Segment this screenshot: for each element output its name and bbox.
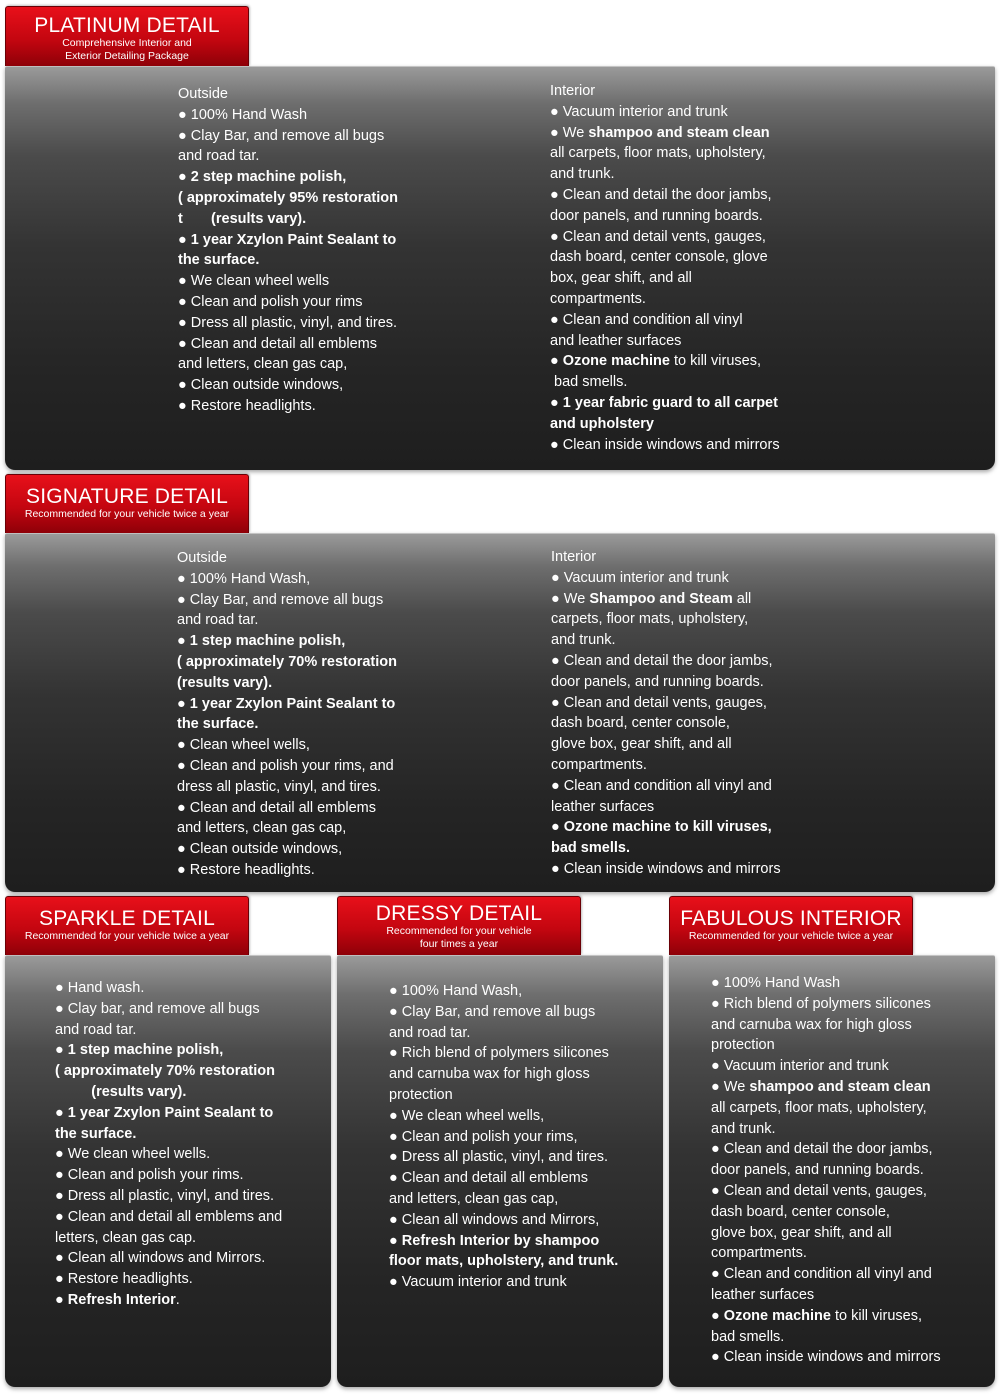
service-line xyxy=(711,1119,941,1140)
service-line xyxy=(389,1127,618,1148)
service-text: Shampoo and Steam xyxy=(589,590,733,607)
service-line xyxy=(550,102,780,123)
package-title: DRESSY DETAIL xyxy=(375,902,543,925)
service-text: ● Clean and condition all vinyl and xyxy=(551,777,772,794)
service-text: leather surfaces xyxy=(551,798,655,815)
column-interior xyxy=(550,81,780,455)
service-text: ● 100% Hand Wash, xyxy=(389,983,523,999)
service-text: and road tar. xyxy=(177,612,259,629)
service-line xyxy=(550,435,780,456)
column-services xyxy=(389,981,618,1293)
tab-sparkle-detail xyxy=(5,896,249,955)
service-text: ● Clay Bar, and remove all bugs xyxy=(177,591,384,608)
service-line xyxy=(550,123,780,144)
service-line xyxy=(551,693,781,714)
service-text: and road tar. xyxy=(178,148,260,165)
service-text: and letters, clean gas cap, xyxy=(389,1190,559,1207)
service-text: and road tar. xyxy=(389,1024,471,1041)
service-line xyxy=(550,185,780,206)
column-interior xyxy=(551,547,781,880)
service-text: t (results vary). xyxy=(178,210,307,227)
column-services xyxy=(55,978,282,1311)
service-text: ● Refresh Interior by shampoo xyxy=(389,1232,600,1249)
column-outside xyxy=(177,548,397,881)
tab-fabulous-interior xyxy=(669,896,913,955)
tab-platinum-detail xyxy=(5,6,249,66)
service-line xyxy=(711,973,941,994)
service-line xyxy=(55,1144,282,1165)
service-text: floor mats, upholstery, and trunk. xyxy=(389,1253,619,1270)
service-text: ● Rich blend of polymers silicones xyxy=(389,1045,609,1062)
service-line xyxy=(389,981,618,1002)
service-text: ● 2 step machine polish, xyxy=(178,169,347,186)
package-title: SPARKLE DETAIL xyxy=(39,907,215,930)
service-line xyxy=(711,1139,941,1160)
service-text: ● Clean wheel wells, xyxy=(177,737,310,754)
service-text: door panels, and running boards. xyxy=(551,673,764,690)
service-text: and trunk. xyxy=(551,632,616,649)
service-text: ● Dress all plastic, vinyl, and tires. xyxy=(178,314,398,331)
service-text: ● Dress all plastic, vinyl, and tires. xyxy=(55,1187,275,1204)
service-text: ● Clean outside windows, xyxy=(178,377,344,394)
service-line xyxy=(711,1327,941,1348)
service-line xyxy=(55,1186,282,1207)
column-heading: Interior xyxy=(550,83,596,99)
service-text: dress all plastic, vinyl, and tires. xyxy=(177,778,381,795)
service-text: ● Clean and detail all emblems and xyxy=(55,1208,283,1225)
service-line xyxy=(711,1015,941,1036)
service-line xyxy=(389,1043,618,1064)
service-text: ● Clay bar, and remove all bugs xyxy=(55,1000,260,1017)
package-subtitle: Recommended for your vehicle twice a year xyxy=(24,930,230,942)
service-line xyxy=(550,289,780,310)
service-line xyxy=(55,1020,282,1041)
service-line xyxy=(178,146,398,167)
service-text: ● Vacuum interior and trunk xyxy=(550,103,728,120)
service-line xyxy=(178,126,398,147)
service-line xyxy=(551,713,781,734)
service-line xyxy=(711,1223,941,1244)
service-line xyxy=(55,1165,282,1186)
service-text: shampoo and steam clean xyxy=(749,1078,931,1095)
service-text: glove box, gear shift, and all xyxy=(551,736,732,753)
service-line xyxy=(389,1231,618,1252)
service-text: ● 100% Hand Wash xyxy=(711,975,841,991)
service-line xyxy=(550,393,780,414)
service-line xyxy=(389,1251,618,1272)
service-line xyxy=(177,735,397,756)
service-text: ● 100% Hand Wash, xyxy=(177,570,311,587)
service-text: the surface. xyxy=(178,252,260,269)
service-line xyxy=(551,651,781,672)
service-text: and trunk. xyxy=(711,1120,776,1137)
service-line xyxy=(177,694,397,715)
service-text: ● Clean and condition all vinyl and xyxy=(711,1266,932,1283)
service-text: ● 100% Hand Wash xyxy=(178,106,308,123)
panel-fabulous-interior xyxy=(669,955,995,1387)
service-line xyxy=(711,1098,941,1119)
service-text: compartments. xyxy=(551,756,647,773)
service-line xyxy=(550,372,780,393)
service-text: ● Vacuum interior and trunk xyxy=(711,1058,889,1075)
service-text: ● Vacuum interior and trunk xyxy=(551,569,729,586)
service-line xyxy=(711,994,941,1015)
service-text: protection xyxy=(711,1037,775,1054)
service-text: ● Clean inside windows and mirrors xyxy=(711,1349,941,1366)
service-line xyxy=(389,1023,618,1044)
service-text: ● Clean and polish your rims xyxy=(178,293,363,310)
service-text: ● Clean and polish your rims, xyxy=(389,1128,578,1145)
service-text: ● Clean and condition all vinyl xyxy=(550,311,743,328)
service-text: to kill viruses, xyxy=(830,1307,923,1324)
service-text: and leather surfaces xyxy=(550,332,682,349)
service-line xyxy=(711,1243,941,1264)
service-line xyxy=(551,734,781,755)
service-text: ● Restore headlights. xyxy=(55,1271,193,1288)
service-line xyxy=(389,1106,618,1127)
service-line xyxy=(55,1290,282,1311)
service-line xyxy=(550,351,780,372)
service-line xyxy=(389,1085,618,1106)
service-text: ● Clean inside windows and mirrors xyxy=(550,436,780,453)
service-text: ● Clean and detail all emblems xyxy=(178,335,377,352)
service-line xyxy=(178,313,398,334)
service-line xyxy=(550,414,780,435)
service-text: and letters, clean gas cap, xyxy=(178,356,348,373)
service-text: and letters, clean gas cap, xyxy=(177,820,347,837)
service-line xyxy=(711,1264,941,1285)
panel-dressy-detail xyxy=(337,955,663,1387)
service-line xyxy=(177,673,397,694)
service-text: ● Hand wash. xyxy=(55,980,145,996)
service-line xyxy=(55,1228,282,1249)
service-line xyxy=(551,838,781,859)
service-line xyxy=(389,1064,618,1085)
service-text: box, gear shift, and all xyxy=(550,270,692,287)
service-line xyxy=(550,164,780,185)
service-line xyxy=(711,1347,941,1368)
service-text: ● We xyxy=(551,590,590,607)
service-line xyxy=(711,1160,941,1181)
service-line xyxy=(550,143,780,164)
service-text: all carpets, floor mats, upholstery, xyxy=(711,1099,927,1116)
service-text: all xyxy=(732,590,752,607)
service-line xyxy=(551,568,781,589)
package-title: FABULOUS INTERIOR xyxy=(680,907,902,930)
service-line xyxy=(178,334,398,355)
service-line xyxy=(55,1248,282,1269)
service-text: ● We clean wheel wells. xyxy=(55,1146,211,1163)
service-text: shampoo and steam clean xyxy=(588,124,770,141)
package-subtitle: Exterior Detailing Package xyxy=(65,50,189,62)
service-text: ● Clean outside windows, xyxy=(177,841,343,858)
service-line xyxy=(177,839,397,860)
service-text: ● Restore headlights. xyxy=(178,397,316,414)
service-line xyxy=(177,631,397,652)
service-line xyxy=(551,672,781,693)
service-line xyxy=(177,860,397,881)
service-text: ( approximately 70% restoration xyxy=(55,1063,275,1080)
package-subtitle: four times a year xyxy=(419,938,499,950)
service-line xyxy=(55,1269,282,1290)
package-subtitle: Recommended for your vehicle xyxy=(386,925,532,937)
service-line xyxy=(711,1035,941,1056)
service-line xyxy=(551,609,781,630)
service-text: ( approximately 95% restoration xyxy=(178,189,398,206)
column-heading: Interior xyxy=(551,549,597,565)
service-text: ● We clean wheel wells, xyxy=(389,1107,545,1124)
service-line xyxy=(178,230,398,251)
package-subtitle: Comprehensive Interior and xyxy=(62,37,192,49)
service-text: compartments. xyxy=(711,1245,807,1262)
service-text: ● Clean all windows and Mirrors, xyxy=(389,1211,600,1228)
tab-dressy-detail xyxy=(337,896,581,955)
service-text: ● Ozone machine to kill viruses, xyxy=(551,819,772,836)
service-line xyxy=(389,1168,618,1189)
service-text: to kill viruses, xyxy=(669,353,762,370)
service-line xyxy=(550,227,780,248)
service-line xyxy=(550,268,780,289)
service-line xyxy=(177,798,397,819)
service-line xyxy=(178,167,398,188)
package-subtitle: Recommended for your vehicle twice a year xyxy=(24,508,230,520)
service-text: and carnuba wax for high gloss xyxy=(711,1016,912,1033)
service-line xyxy=(55,978,282,999)
service-text: ● Clean and detail all emblems xyxy=(389,1170,588,1187)
service-text: (results vary). xyxy=(55,1083,187,1100)
service-line xyxy=(550,331,780,352)
service-text: ● 1 year Xzylon Paint Sealant to xyxy=(178,231,397,248)
service-text: ● We xyxy=(711,1078,750,1095)
service-line xyxy=(711,1181,941,1202)
service-line xyxy=(389,1210,618,1231)
service-text: protection xyxy=(389,1086,453,1103)
service-text: compartments. xyxy=(550,290,646,307)
service-line xyxy=(711,1285,941,1306)
service-line xyxy=(177,590,397,611)
service-line xyxy=(178,354,398,375)
service-line xyxy=(178,250,398,271)
service-line xyxy=(55,1124,282,1145)
service-text: door panels, and running boards. xyxy=(711,1162,924,1179)
service-text: ● 1 year fabric guard to all carpet xyxy=(550,394,778,411)
service-text: and upholstery xyxy=(550,415,654,432)
panel-platinum-detail xyxy=(5,66,995,470)
service-text: the surface. xyxy=(177,716,259,733)
service-line xyxy=(178,396,398,417)
service-text: ● Restore headlights. xyxy=(177,861,315,878)
service-text: and road tar. xyxy=(55,1021,137,1038)
service-text: letters, clean gas cap. xyxy=(55,1229,197,1246)
package-subtitle: Recommended for your vehicle twice a year xyxy=(688,930,894,942)
service-text: bad smells. xyxy=(550,374,628,391)
service-text: ● Clean and detail the door jambs, xyxy=(551,652,773,669)
service-line xyxy=(178,105,398,126)
service-text: door panels, and running boards. xyxy=(550,207,763,224)
service-text: ● Clean and polish your rims, and xyxy=(177,757,394,774)
package-title: PLATINUM DETAIL xyxy=(34,14,220,37)
service-text: ● 1 step machine polish, xyxy=(55,1042,224,1059)
service-line xyxy=(55,1061,282,1082)
service-text: Refresh Interior xyxy=(67,1291,176,1308)
service-line xyxy=(55,1040,282,1061)
service-line xyxy=(711,1202,941,1223)
service-text: ● Clean and polish your rims. xyxy=(55,1167,244,1184)
service-line xyxy=(551,797,781,818)
service-text: the surface. xyxy=(55,1125,137,1142)
service-text: ● 1 year Zxylon Paint Sealant to xyxy=(55,1104,274,1121)
service-line xyxy=(550,206,780,227)
service-line xyxy=(55,1207,282,1228)
service-text: (results vary). xyxy=(177,674,273,691)
service-text: bad smells. xyxy=(551,840,630,857)
service-text: ● Clean and detail the door jambs, xyxy=(550,186,772,203)
service-text: ● We clean wheel wells xyxy=(178,273,330,290)
service-line xyxy=(389,1189,618,1210)
service-line xyxy=(550,247,780,268)
service-line xyxy=(711,1077,941,1098)
service-text: ● Clean and detail vents, gauges, xyxy=(551,694,767,711)
service-line xyxy=(551,630,781,651)
service-text: ● xyxy=(550,353,563,370)
service-text: ( approximately 70% restoration xyxy=(177,653,397,670)
service-text: and carnuba wax for high gloss xyxy=(389,1066,590,1083)
service-line xyxy=(178,292,398,313)
service-line xyxy=(178,271,398,292)
service-text: Ozone machine xyxy=(562,353,670,370)
service-text: ● Clean and detail vents, gauges, xyxy=(711,1182,927,1199)
service-text: ● xyxy=(711,1307,724,1324)
service-line xyxy=(550,310,780,331)
service-text: ● 1 step machine polish, xyxy=(177,633,346,650)
service-text: ● Clay Bar, and remove all bugs xyxy=(389,1003,596,1020)
service-text: carpets, floor mats, upholstery, xyxy=(551,611,749,628)
panel-sparkle-detail xyxy=(5,955,331,1387)
service-text: ● Rich blend of polymers silicones xyxy=(711,995,931,1012)
service-text: bad smells. xyxy=(711,1328,785,1345)
service-line xyxy=(177,818,397,839)
service-line xyxy=(55,1103,282,1124)
service-line xyxy=(389,1272,618,1293)
service-line xyxy=(389,1002,618,1023)
service-line xyxy=(177,714,397,735)
column-heading: Outside xyxy=(177,550,227,566)
service-text: ● 1 year Zxylon Paint Sealant to xyxy=(177,695,396,712)
service-text: ● Clean and detail the door jambs, xyxy=(711,1141,933,1158)
tab-signature-detail xyxy=(5,474,249,533)
column-outside xyxy=(178,84,398,417)
service-text: ● We xyxy=(550,124,589,141)
service-text: ● Clean all windows and Mirrors. xyxy=(55,1250,266,1267)
service-text: ● Clean and detail vents, gauges, xyxy=(550,228,766,245)
service-text: Ozone machine xyxy=(723,1307,831,1324)
service-line xyxy=(178,375,398,396)
service-text: glove box, gear shift, and all xyxy=(711,1224,892,1241)
service-text: . xyxy=(175,1291,180,1308)
service-text: all carpets, floor mats, upholstery, xyxy=(550,145,766,162)
service-line xyxy=(551,776,781,797)
service-line xyxy=(551,589,781,610)
service-text: ● Clean inside windows and mirrors xyxy=(551,860,781,877)
package-title: SIGNATURE DETAIL xyxy=(26,485,228,508)
service-line xyxy=(55,999,282,1020)
service-line xyxy=(551,755,781,776)
service-text: ● Clay Bar, and remove all bugs xyxy=(178,127,385,144)
service-text: dash board, center console, xyxy=(551,715,730,732)
column-services xyxy=(711,973,941,1368)
service-text: ● Vacuum interior and trunk xyxy=(389,1274,567,1291)
panel-signature-detail xyxy=(5,533,995,892)
column-heading: Outside xyxy=(178,86,228,102)
service-line xyxy=(711,1306,941,1327)
service-line xyxy=(55,1082,282,1103)
service-text: dash board, center console, xyxy=(711,1203,890,1220)
service-text: and trunk. xyxy=(550,166,615,183)
service-line xyxy=(177,777,397,798)
service-text: leather surfaces xyxy=(711,1286,815,1303)
service-line xyxy=(551,859,781,880)
service-text: ● xyxy=(55,1291,68,1308)
service-line xyxy=(177,652,397,673)
service-line xyxy=(711,1056,941,1077)
service-line xyxy=(177,610,397,631)
service-line xyxy=(178,209,398,230)
service-text: ● Dress all plastic, vinyl, and tires. xyxy=(389,1149,609,1166)
service-line xyxy=(551,817,781,838)
service-line xyxy=(389,1147,618,1168)
service-text: dash board, center console, glove xyxy=(550,249,768,266)
service-line xyxy=(177,756,397,777)
service-line xyxy=(177,569,397,590)
service-text: ● Clean and detail all emblems xyxy=(177,799,376,816)
service-line xyxy=(178,188,398,209)
